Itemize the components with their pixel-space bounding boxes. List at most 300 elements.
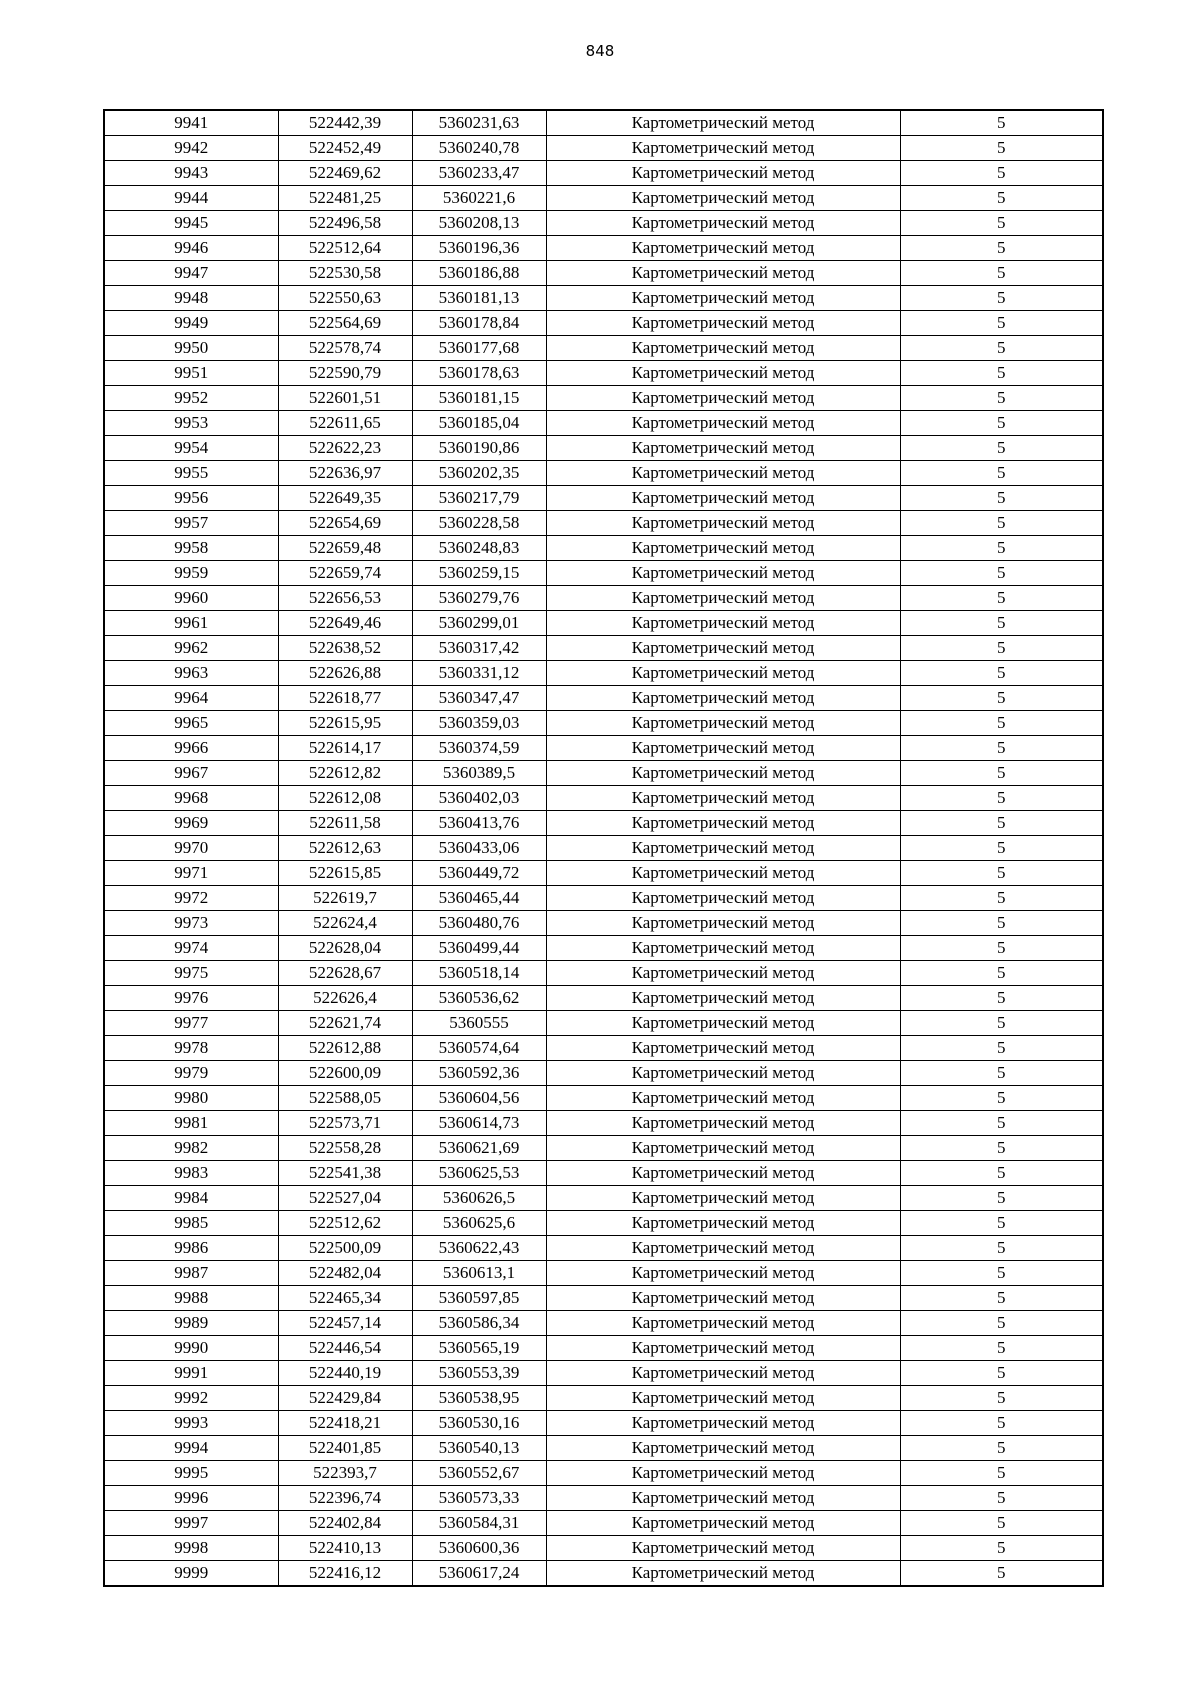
accuracy-cell: 5 bbox=[900, 1136, 1103, 1161]
accuracy-cell: 5 bbox=[900, 1336, 1103, 1361]
x-coordinate-cell: 522550,63 bbox=[278, 286, 412, 311]
table-row bbox=[104, 1286, 1103, 1311]
y-coordinate-cell: 5360600,36 bbox=[412, 1536, 546, 1561]
y-coordinate-cell: 5360240,78 bbox=[412, 136, 546, 161]
point-number-cell: 9968 bbox=[104, 786, 278, 811]
x-coordinate-cell: 522452,49 bbox=[278, 136, 412, 161]
table-row bbox=[104, 886, 1103, 911]
x-coordinate-cell: 522512,64 bbox=[278, 236, 412, 261]
x-coordinate-cell: 522622,23 bbox=[278, 436, 412, 461]
x-coordinate-cell: 522615,95 bbox=[278, 711, 412, 736]
method-cell: Картометрический метод bbox=[546, 1161, 900, 1186]
table-row bbox=[104, 861, 1103, 886]
method-cell: Картометрический метод bbox=[546, 1436, 900, 1461]
accuracy-cell: 5 bbox=[900, 1361, 1103, 1386]
method-cell: Картометрический метод bbox=[546, 1236, 900, 1261]
method-cell: Картометрический метод bbox=[546, 586, 900, 611]
accuracy-cell: 5 bbox=[900, 1061, 1103, 1086]
y-coordinate-cell: 5360584,31 bbox=[412, 1511, 546, 1536]
x-coordinate-cell: 522654,69 bbox=[278, 511, 412, 536]
x-coordinate-cell: 522530,58 bbox=[278, 261, 412, 286]
y-coordinate-cell: 5360538,95 bbox=[412, 1386, 546, 1411]
accuracy-cell: 5 bbox=[900, 961, 1103, 986]
method-cell: Картометрический метод bbox=[546, 1036, 900, 1061]
x-coordinate-cell: 522410,13 bbox=[278, 1536, 412, 1561]
point-number-cell: 9960 bbox=[104, 586, 278, 611]
y-coordinate-cell: 5360178,84 bbox=[412, 311, 546, 336]
table-row bbox=[104, 561, 1103, 586]
accuracy-cell: 5 bbox=[900, 286, 1103, 311]
table-row bbox=[104, 611, 1103, 636]
accuracy-cell: 5 bbox=[900, 636, 1103, 661]
point-number-cell: 9990 bbox=[104, 1336, 278, 1361]
method-cell: Картометрический метод bbox=[546, 736, 900, 761]
method-cell: Картометрический метод bbox=[546, 161, 900, 186]
accuracy-cell: 5 bbox=[900, 1511, 1103, 1536]
point-number-cell: 9964 bbox=[104, 686, 278, 711]
x-coordinate-cell: 522612,08 bbox=[278, 786, 412, 811]
x-coordinate-cell: 522512,62 bbox=[278, 1211, 412, 1236]
y-coordinate-cell: 5360347,47 bbox=[412, 686, 546, 711]
method-cell: Картометрический метод bbox=[546, 711, 900, 736]
accuracy-cell: 5 bbox=[900, 1436, 1103, 1461]
accuracy-cell: 5 bbox=[900, 936, 1103, 961]
point-number-cell: 9961 bbox=[104, 611, 278, 636]
x-coordinate-cell: 522590,79 bbox=[278, 361, 412, 386]
x-coordinate-cell: 522558,28 bbox=[278, 1136, 412, 1161]
accuracy-cell: 5 bbox=[900, 986, 1103, 1011]
table-row bbox=[104, 411, 1103, 436]
x-coordinate-cell: 522541,38 bbox=[278, 1161, 412, 1186]
x-coordinate-cell: 522619,7 bbox=[278, 886, 412, 911]
y-coordinate-cell: 5360413,76 bbox=[412, 811, 546, 836]
x-coordinate-cell: 522401,85 bbox=[278, 1436, 412, 1461]
x-coordinate-cell: 522649,46 bbox=[278, 611, 412, 636]
point-number-cell: 9999 bbox=[104, 1561, 278, 1587]
y-coordinate-cell: 5360555 bbox=[412, 1011, 546, 1036]
point-number-cell: 9947 bbox=[104, 261, 278, 286]
point-number-cell: 9995 bbox=[104, 1461, 278, 1486]
accuracy-cell: 5 bbox=[900, 110, 1103, 136]
y-coordinate-cell: 5360359,03 bbox=[412, 711, 546, 736]
table-row bbox=[104, 1211, 1103, 1236]
point-number-cell: 9973 bbox=[104, 911, 278, 936]
accuracy-cell: 5 bbox=[900, 436, 1103, 461]
point-number-cell: 9950 bbox=[104, 336, 278, 361]
y-coordinate-cell: 5360248,83 bbox=[412, 536, 546, 561]
coordinates-table-body bbox=[104, 110, 1103, 1586]
table-row bbox=[104, 1511, 1103, 1536]
table-row bbox=[104, 336, 1103, 361]
accuracy-cell: 5 bbox=[900, 1286, 1103, 1311]
table-row bbox=[104, 961, 1103, 986]
x-coordinate-cell: 522615,85 bbox=[278, 861, 412, 886]
y-coordinate-cell: 5360625,53 bbox=[412, 1161, 546, 1186]
accuracy-cell: 5 bbox=[900, 236, 1103, 261]
accuracy-cell: 5 bbox=[900, 1186, 1103, 1211]
x-coordinate-cell: 522416,12 bbox=[278, 1561, 412, 1587]
table-row bbox=[104, 1561, 1103, 1587]
point-number-cell: 9996 bbox=[104, 1486, 278, 1511]
x-coordinate-cell: 522618,77 bbox=[278, 686, 412, 711]
accuracy-cell: 5 bbox=[900, 1311, 1103, 1336]
table-row bbox=[104, 1161, 1103, 1186]
accuracy-cell: 5 bbox=[900, 1111, 1103, 1136]
x-coordinate-cell: 522418,21 bbox=[278, 1411, 412, 1436]
method-cell: Картометрический метод bbox=[546, 611, 900, 636]
y-coordinate-cell: 5360604,56 bbox=[412, 1086, 546, 1111]
accuracy-cell: 5 bbox=[900, 1036, 1103, 1061]
method-cell: Картометрический метод bbox=[546, 1536, 900, 1561]
table-row bbox=[104, 936, 1103, 961]
accuracy-cell: 5 bbox=[900, 1086, 1103, 1111]
x-coordinate-cell: 522659,74 bbox=[278, 561, 412, 586]
table-row bbox=[104, 110, 1103, 136]
y-coordinate-cell: 5360208,13 bbox=[412, 211, 546, 236]
table-row bbox=[104, 686, 1103, 711]
table-row bbox=[104, 586, 1103, 611]
table-row bbox=[104, 361, 1103, 386]
point-number-cell: 9979 bbox=[104, 1061, 278, 1086]
accuracy-cell: 5 bbox=[900, 761, 1103, 786]
method-cell: Картометрический метод bbox=[546, 961, 900, 986]
point-number-cell: 9981 bbox=[104, 1111, 278, 1136]
y-coordinate-cell: 5360317,42 bbox=[412, 636, 546, 661]
accuracy-cell: 5 bbox=[900, 811, 1103, 836]
accuracy-cell: 5 bbox=[900, 711, 1103, 736]
accuracy-cell: 5 bbox=[900, 211, 1103, 236]
point-number-cell: 9980 bbox=[104, 1086, 278, 1111]
y-coordinate-cell: 5360552,67 bbox=[412, 1461, 546, 1486]
coordinates-table bbox=[103, 109, 1104, 1587]
method-cell: Картометрический метод bbox=[546, 1461, 900, 1486]
method-cell: Картометрический метод bbox=[546, 311, 900, 336]
y-coordinate-cell: 5360597,85 bbox=[412, 1286, 546, 1311]
table-row bbox=[104, 1461, 1103, 1486]
point-number-cell: 9943 bbox=[104, 161, 278, 186]
method-cell: Картометрический метод bbox=[546, 1486, 900, 1511]
point-number-cell: 9970 bbox=[104, 836, 278, 861]
y-coordinate-cell: 5360465,44 bbox=[412, 886, 546, 911]
method-cell: Картометрический метод bbox=[546, 136, 900, 161]
table-row bbox=[104, 786, 1103, 811]
point-number-cell: 9974 bbox=[104, 936, 278, 961]
point-number-cell: 9984 bbox=[104, 1186, 278, 1211]
x-coordinate-cell: 522612,88 bbox=[278, 1036, 412, 1061]
point-number-cell: 9941 bbox=[104, 110, 278, 136]
point-number-cell: 9978 bbox=[104, 1036, 278, 1061]
table-row bbox=[104, 1186, 1103, 1211]
method-cell: Картометрический метод bbox=[546, 886, 900, 911]
point-number-cell: 9976 bbox=[104, 986, 278, 1011]
x-coordinate-cell: 522482,04 bbox=[278, 1261, 412, 1286]
accuracy-cell: 5 bbox=[900, 911, 1103, 936]
table-row bbox=[104, 1336, 1103, 1361]
accuracy-cell: 5 bbox=[900, 1461, 1103, 1486]
point-number-cell: 9963 bbox=[104, 661, 278, 686]
method-cell: Картометрический метод bbox=[546, 1561, 900, 1587]
x-coordinate-cell: 522611,58 bbox=[278, 811, 412, 836]
table-row bbox=[104, 986, 1103, 1011]
y-coordinate-cell: 5360178,63 bbox=[412, 361, 546, 386]
y-coordinate-cell: 5360449,72 bbox=[412, 861, 546, 886]
point-number-cell: 9952 bbox=[104, 386, 278, 411]
method-cell: Картометрический метод bbox=[546, 1411, 900, 1436]
x-coordinate-cell: 522638,52 bbox=[278, 636, 412, 661]
method-cell: Картометрический метод bbox=[546, 1061, 900, 1086]
accuracy-cell: 5 bbox=[900, 536, 1103, 561]
table-row bbox=[104, 1011, 1103, 1036]
x-coordinate-cell: 522402,84 bbox=[278, 1511, 412, 1536]
y-coordinate-cell: 5360221,6 bbox=[412, 186, 546, 211]
point-number-cell: 9945 bbox=[104, 211, 278, 236]
x-coordinate-cell: 522621,74 bbox=[278, 1011, 412, 1036]
method-cell: Картометрический метод bbox=[546, 761, 900, 786]
accuracy-cell: 5 bbox=[900, 661, 1103, 686]
x-coordinate-cell: 522624,4 bbox=[278, 911, 412, 936]
x-coordinate-cell: 522500,09 bbox=[278, 1236, 412, 1261]
x-coordinate-cell: 522636,97 bbox=[278, 461, 412, 486]
y-coordinate-cell: 5360177,68 bbox=[412, 336, 546, 361]
method-cell: Картометрический метод bbox=[546, 411, 900, 436]
point-number-cell: 9942 bbox=[104, 136, 278, 161]
method-cell: Картометрический метод bbox=[546, 911, 900, 936]
point-number-cell: 9972 bbox=[104, 886, 278, 911]
point-number-cell: 9953 bbox=[104, 411, 278, 436]
method-cell: Картометрический метод bbox=[546, 1011, 900, 1036]
x-coordinate-cell: 522393,7 bbox=[278, 1461, 412, 1486]
x-coordinate-cell: 522626,4 bbox=[278, 986, 412, 1011]
point-number-cell: 9962 bbox=[104, 636, 278, 661]
method-cell: Картометрический метод bbox=[546, 786, 900, 811]
y-coordinate-cell: 5360331,12 bbox=[412, 661, 546, 686]
point-number-cell: 9954 bbox=[104, 436, 278, 461]
x-coordinate-cell: 522588,05 bbox=[278, 1086, 412, 1111]
method-cell: Картометрический метод bbox=[546, 1511, 900, 1536]
y-coordinate-cell: 5360518,14 bbox=[412, 961, 546, 986]
x-coordinate-cell: 522628,04 bbox=[278, 936, 412, 961]
y-coordinate-cell: 5360614,73 bbox=[412, 1111, 546, 1136]
accuracy-cell: 5 bbox=[900, 786, 1103, 811]
x-coordinate-cell: 522465,34 bbox=[278, 1286, 412, 1311]
accuracy-cell: 5 bbox=[900, 1486, 1103, 1511]
table-row bbox=[104, 661, 1103, 686]
y-coordinate-cell: 5360565,19 bbox=[412, 1336, 546, 1361]
accuracy-cell: 5 bbox=[900, 161, 1103, 186]
y-coordinate-cell: 5360621,69 bbox=[412, 1136, 546, 1161]
x-coordinate-cell: 522601,51 bbox=[278, 386, 412, 411]
table-row bbox=[104, 811, 1103, 836]
table-row bbox=[104, 236, 1103, 261]
table-row bbox=[104, 1536, 1103, 1561]
point-number-cell: 9994 bbox=[104, 1436, 278, 1461]
x-coordinate-cell: 522496,58 bbox=[278, 211, 412, 236]
y-coordinate-cell: 5360279,76 bbox=[412, 586, 546, 611]
x-coordinate-cell: 522440,19 bbox=[278, 1361, 412, 1386]
x-coordinate-cell: 522649,35 bbox=[278, 486, 412, 511]
x-coordinate-cell: 522446,54 bbox=[278, 1336, 412, 1361]
accuracy-cell: 5 bbox=[900, 136, 1103, 161]
table-row bbox=[104, 161, 1103, 186]
method-cell: Картометрический метод bbox=[546, 1111, 900, 1136]
method-cell: Картометрический метод bbox=[546, 1336, 900, 1361]
method-cell: Картометрический метод bbox=[546, 986, 900, 1011]
point-number-cell: 9975 bbox=[104, 961, 278, 986]
accuracy-cell: 5 bbox=[900, 411, 1103, 436]
y-coordinate-cell: 5360626,5 bbox=[412, 1186, 546, 1211]
method-cell: Картометрический метод bbox=[546, 261, 900, 286]
x-coordinate-cell: 522611,65 bbox=[278, 411, 412, 436]
method-cell: Картометрический метод bbox=[546, 386, 900, 411]
accuracy-cell: 5 bbox=[900, 486, 1103, 511]
y-coordinate-cell: 5360374,59 bbox=[412, 736, 546, 761]
accuracy-cell: 5 bbox=[900, 1011, 1103, 1036]
accuracy-cell: 5 bbox=[900, 1261, 1103, 1286]
method-cell: Картометрический метод bbox=[546, 861, 900, 886]
y-coordinate-cell: 5360625,6 bbox=[412, 1211, 546, 1236]
x-coordinate-cell: 522600,09 bbox=[278, 1061, 412, 1086]
table-row bbox=[104, 1486, 1103, 1511]
method-cell: Картометрический метод bbox=[546, 1261, 900, 1286]
point-number-cell: 9983 bbox=[104, 1161, 278, 1186]
y-coordinate-cell: 5360233,47 bbox=[412, 161, 546, 186]
accuracy-cell: 5 bbox=[900, 1561, 1103, 1587]
accuracy-cell: 5 bbox=[900, 886, 1103, 911]
accuracy-cell: 5 bbox=[900, 361, 1103, 386]
accuracy-cell: 5 bbox=[900, 186, 1103, 211]
point-number-cell: 9977 bbox=[104, 1011, 278, 1036]
method-cell: Картометрический метод bbox=[546, 661, 900, 686]
method-cell: Картометрический метод bbox=[546, 1136, 900, 1161]
method-cell: Картометрический метод bbox=[546, 1386, 900, 1411]
table-row bbox=[104, 1411, 1103, 1436]
method-cell: Картометрический метод bbox=[546, 536, 900, 561]
point-number-cell: 9958 bbox=[104, 536, 278, 561]
accuracy-cell: 5 bbox=[900, 511, 1103, 536]
x-coordinate-cell: 522628,67 bbox=[278, 961, 412, 986]
method-cell: Картометрический метод bbox=[546, 511, 900, 536]
table-row bbox=[104, 311, 1103, 336]
x-coordinate-cell: 522469,62 bbox=[278, 161, 412, 186]
accuracy-cell: 5 bbox=[900, 336, 1103, 361]
accuracy-cell: 5 bbox=[900, 1536, 1103, 1561]
table-row bbox=[104, 386, 1103, 411]
table-row bbox=[104, 211, 1103, 236]
method-cell: Картометрический метод bbox=[546, 686, 900, 711]
point-number-cell: 9991 bbox=[104, 1361, 278, 1386]
accuracy-cell: 5 bbox=[900, 1386, 1103, 1411]
y-coordinate-cell: 5360217,79 bbox=[412, 486, 546, 511]
y-coordinate-cell: 5360592,36 bbox=[412, 1061, 546, 1086]
accuracy-cell: 5 bbox=[900, 461, 1103, 486]
point-number-cell: 9955 bbox=[104, 461, 278, 486]
method-cell: Картометрический метод bbox=[546, 636, 900, 661]
y-coordinate-cell: 5360299,01 bbox=[412, 611, 546, 636]
y-coordinate-cell: 5360586,34 bbox=[412, 1311, 546, 1336]
table-row bbox=[104, 836, 1103, 861]
accuracy-cell: 5 bbox=[900, 686, 1103, 711]
point-number-cell: 9966 bbox=[104, 736, 278, 761]
point-number-cell: 9965 bbox=[104, 711, 278, 736]
method-cell: Картометрический метод bbox=[546, 811, 900, 836]
x-coordinate-cell: 522612,63 bbox=[278, 836, 412, 861]
x-coordinate-cell: 522429,84 bbox=[278, 1386, 412, 1411]
table-row bbox=[104, 261, 1103, 286]
y-coordinate-cell: 5360540,13 bbox=[412, 1436, 546, 1461]
point-number-cell: 9998 bbox=[104, 1536, 278, 1561]
y-coordinate-cell: 5360259,15 bbox=[412, 561, 546, 586]
y-coordinate-cell: 5360617,24 bbox=[412, 1561, 546, 1587]
table-row bbox=[104, 1236, 1103, 1261]
method-cell: Картометрический метод bbox=[546, 1361, 900, 1386]
accuracy-cell: 5 bbox=[900, 836, 1103, 861]
table-row bbox=[104, 636, 1103, 661]
point-number-cell: 9951 bbox=[104, 361, 278, 386]
method-cell: Картометрический метод bbox=[546, 1311, 900, 1336]
method-cell: Картометрический метод bbox=[546, 1086, 900, 1111]
x-coordinate-cell: 522614,17 bbox=[278, 736, 412, 761]
accuracy-cell: 5 bbox=[900, 586, 1103, 611]
accuracy-cell: 5 bbox=[900, 1236, 1103, 1261]
table-row bbox=[104, 136, 1103, 161]
table-row bbox=[104, 186, 1103, 211]
method-cell: Картометрический метод bbox=[546, 486, 900, 511]
table-row bbox=[104, 1261, 1103, 1286]
table-row bbox=[104, 1361, 1103, 1386]
accuracy-cell: 5 bbox=[900, 861, 1103, 886]
accuracy-cell: 5 bbox=[900, 311, 1103, 336]
y-coordinate-cell: 5360553,39 bbox=[412, 1361, 546, 1386]
y-coordinate-cell: 5360202,35 bbox=[412, 461, 546, 486]
method-cell: Картометрический метод bbox=[546, 236, 900, 261]
table-row bbox=[104, 511, 1103, 536]
point-number-cell: 9949 bbox=[104, 311, 278, 336]
accuracy-cell: 5 bbox=[900, 1211, 1103, 1236]
y-coordinate-cell: 5360613,1 bbox=[412, 1261, 546, 1286]
table-row bbox=[104, 1036, 1103, 1061]
point-number-cell: 9956 bbox=[104, 486, 278, 511]
point-number-cell: 9971 bbox=[104, 861, 278, 886]
point-number-cell: 9992 bbox=[104, 1386, 278, 1411]
x-coordinate-cell: 522527,04 bbox=[278, 1186, 412, 1211]
y-coordinate-cell: 5360389,5 bbox=[412, 761, 546, 786]
point-number-cell: 9986 bbox=[104, 1236, 278, 1261]
accuracy-cell: 5 bbox=[900, 1161, 1103, 1186]
method-cell: Картометрический метод bbox=[546, 436, 900, 461]
table-row bbox=[104, 461, 1103, 486]
table-row bbox=[104, 1436, 1103, 1461]
y-coordinate-cell: 5360573,33 bbox=[412, 1486, 546, 1511]
y-coordinate-cell: 5360536,62 bbox=[412, 986, 546, 1011]
method-cell: Картометрический метод bbox=[546, 461, 900, 486]
x-coordinate-cell: 522442,39 bbox=[278, 110, 412, 136]
method-cell: Картометрический метод bbox=[546, 561, 900, 586]
table-row bbox=[104, 761, 1103, 786]
accuracy-cell: 5 bbox=[900, 611, 1103, 636]
x-coordinate-cell: 522612,82 bbox=[278, 761, 412, 786]
y-coordinate-cell: 5360181,13 bbox=[412, 286, 546, 311]
x-coordinate-cell: 522573,71 bbox=[278, 1111, 412, 1136]
point-number-cell: 9969 bbox=[104, 811, 278, 836]
method-cell: Картометрический метод bbox=[546, 336, 900, 361]
table-row bbox=[104, 736, 1103, 761]
method-cell: Картометрический метод bbox=[546, 286, 900, 311]
method-cell: Картометрический метод bbox=[546, 936, 900, 961]
y-coordinate-cell: 5360196,36 bbox=[412, 236, 546, 261]
method-cell: Картометрический метод bbox=[546, 110, 900, 136]
table-row bbox=[104, 1061, 1103, 1086]
y-coordinate-cell: 5360185,04 bbox=[412, 411, 546, 436]
